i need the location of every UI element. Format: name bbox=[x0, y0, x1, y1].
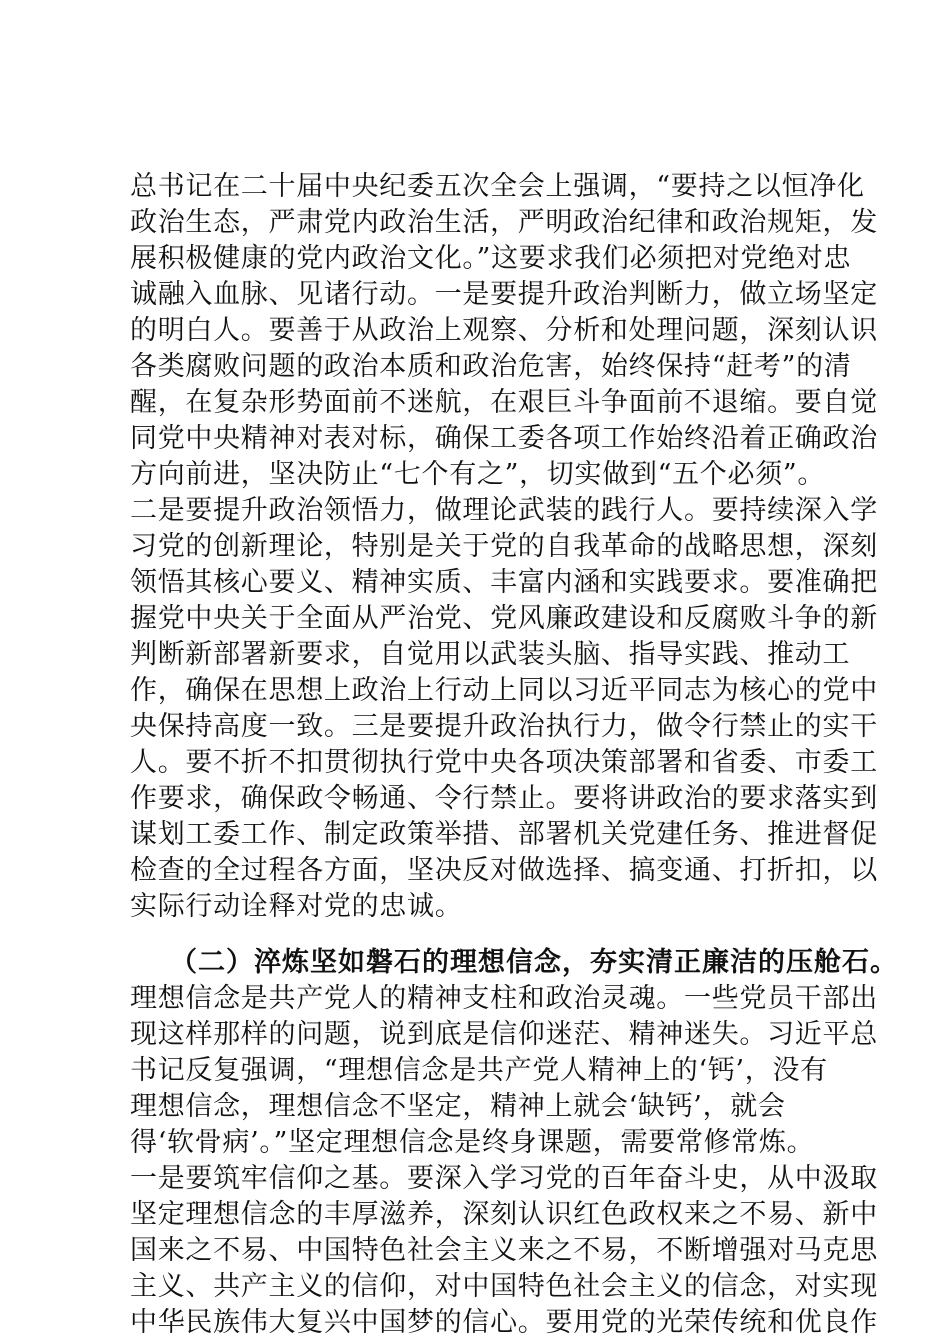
paragraph-1-line: 的明白人。要善于从政治上观察、分析和处理问题，深刻认识 bbox=[130, 315, 878, 346]
paragraph-1-line: 诚融入血脉、见诸行动。一是要提升政治判断力，做立场坚定 bbox=[130, 279, 878, 310]
paragraph-1-line: 醒，在复杂形势面前不迷航，在艰巨斗争面前不退缩。要自觉 bbox=[130, 387, 878, 418]
paragraph-1-line: 人。要不折不扣贯彻执行党中央各项决策部署和省委、市委工 bbox=[130, 747, 878, 778]
paragraph-1-line: 握党中央关于全面从严治党、党风廉政建设和反腐败斗争的新 bbox=[130, 603, 878, 634]
paragraph-1-line: 总书记在二十届中央纪委五次全会上强调，“要持之以恒净化 bbox=[130, 171, 865, 202]
paragraph-2-line: 理想信念是共产党人的精神支柱和政治灵魂。一些党员干部出 bbox=[130, 983, 878, 1014]
section-heading: （二）淬炼坚如磐石的理想信念，夯实清正廉洁的压舱石。 bbox=[170, 947, 898, 978]
paragraph-2-line: 坚定理想信念的丰厚滋养，深刻认识红色政权来之不易、新中 bbox=[130, 1199, 878, 1230]
paragraph-1-line: 作，确保在思想上政治上行动上同以习近平同志为核心的党中 bbox=[130, 675, 878, 706]
paragraph-2-line: 理想信念，理想信念不坚定，精神上就会‘缺钙’，就会 bbox=[130, 1091, 786, 1122]
paragraph-1-line: 习党的创新理论，特别是关于党的自我革命的战略思想，深刻 bbox=[130, 531, 878, 562]
paragraph-1-line: 谋划工委工作、制定政策举措、部署机关党建任务、推进督促 bbox=[130, 819, 878, 850]
paragraph-1-line: 各类腐败问题的政治本质和政治危害，始终保持“赶考”的清 bbox=[130, 351, 852, 382]
paragraph-2-line: 得‘软骨病’。”坚定理想信念是终身课题，需要常修常炼。 bbox=[130, 1127, 815, 1158]
paragraph-1-line: 方向前进，坚决防止“七个有之”，切实做到“五个必须”。 bbox=[130, 459, 826, 490]
paragraph-2-line: 国来之不易、中国特色社会主义来之不易，不断增强对马克思 bbox=[130, 1235, 878, 1266]
paragraph-2-line: 现这样那样的问题，说到底是信仰迷茫、精神迷失。习近平总 bbox=[130, 1019, 878, 1050]
paragraph-1-line: 政治生态，严肃党内政治生活，严明政治纪律和政治规矩，发 bbox=[130, 207, 878, 238]
paragraph-1-line: 作要求，确保政令畅通、令行禁止。要将讲政治的要求落实到 bbox=[130, 783, 878, 814]
paragraph-2-line: 主义、共产主义的信仰，对中国特色社会主义的信念，对实现 bbox=[130, 1271, 878, 1302]
paragraph-1-line: 二是要提升政治领悟力，做理论武装的践行人。要持续深入学 bbox=[130, 495, 878, 526]
paragraph-1-line: 实际行动诠释对党的忠诚。 bbox=[130, 891, 463, 922]
paragraph-1-line: 央保持高度一致。三是要提升政治执行力，做令行禁止的实干 bbox=[130, 711, 878, 742]
paragraph-1-line: 检查的全过程各方面，坚决反对做选择、搞变通、打折扣，以 bbox=[130, 855, 878, 886]
paragraph-1-line: 展积极健康的党内政治文化。”这要求我们必须把对党绝对忠 bbox=[130, 243, 852, 274]
paragraph-1-line: 领悟其核心要义、精神实质、丰富内涵和实践要求。要准确把 bbox=[130, 567, 878, 598]
paragraph-2-line: 一是要筑牢信仰之基。要深入学习党的百年奋斗史，从中汲取 bbox=[130, 1163, 878, 1194]
paragraph-2-line: 中华民族伟大复兴中国梦的信心。要用党的光荣传统和优良作 bbox=[130, 1307, 878, 1338]
paragraph-2-line: 书记反复强调，“理想信念是共产党人精神上的‘钙’，没有 bbox=[130, 1055, 828, 1086]
paragraph-1-line: 同党中央精神对表对标，确保工委各项工作始终沿着正确政治 bbox=[130, 423, 878, 454]
paragraph-1-line: 判断新部署新要求，自觉用以武装头脑、指导实践、推动工 bbox=[130, 639, 851, 670]
